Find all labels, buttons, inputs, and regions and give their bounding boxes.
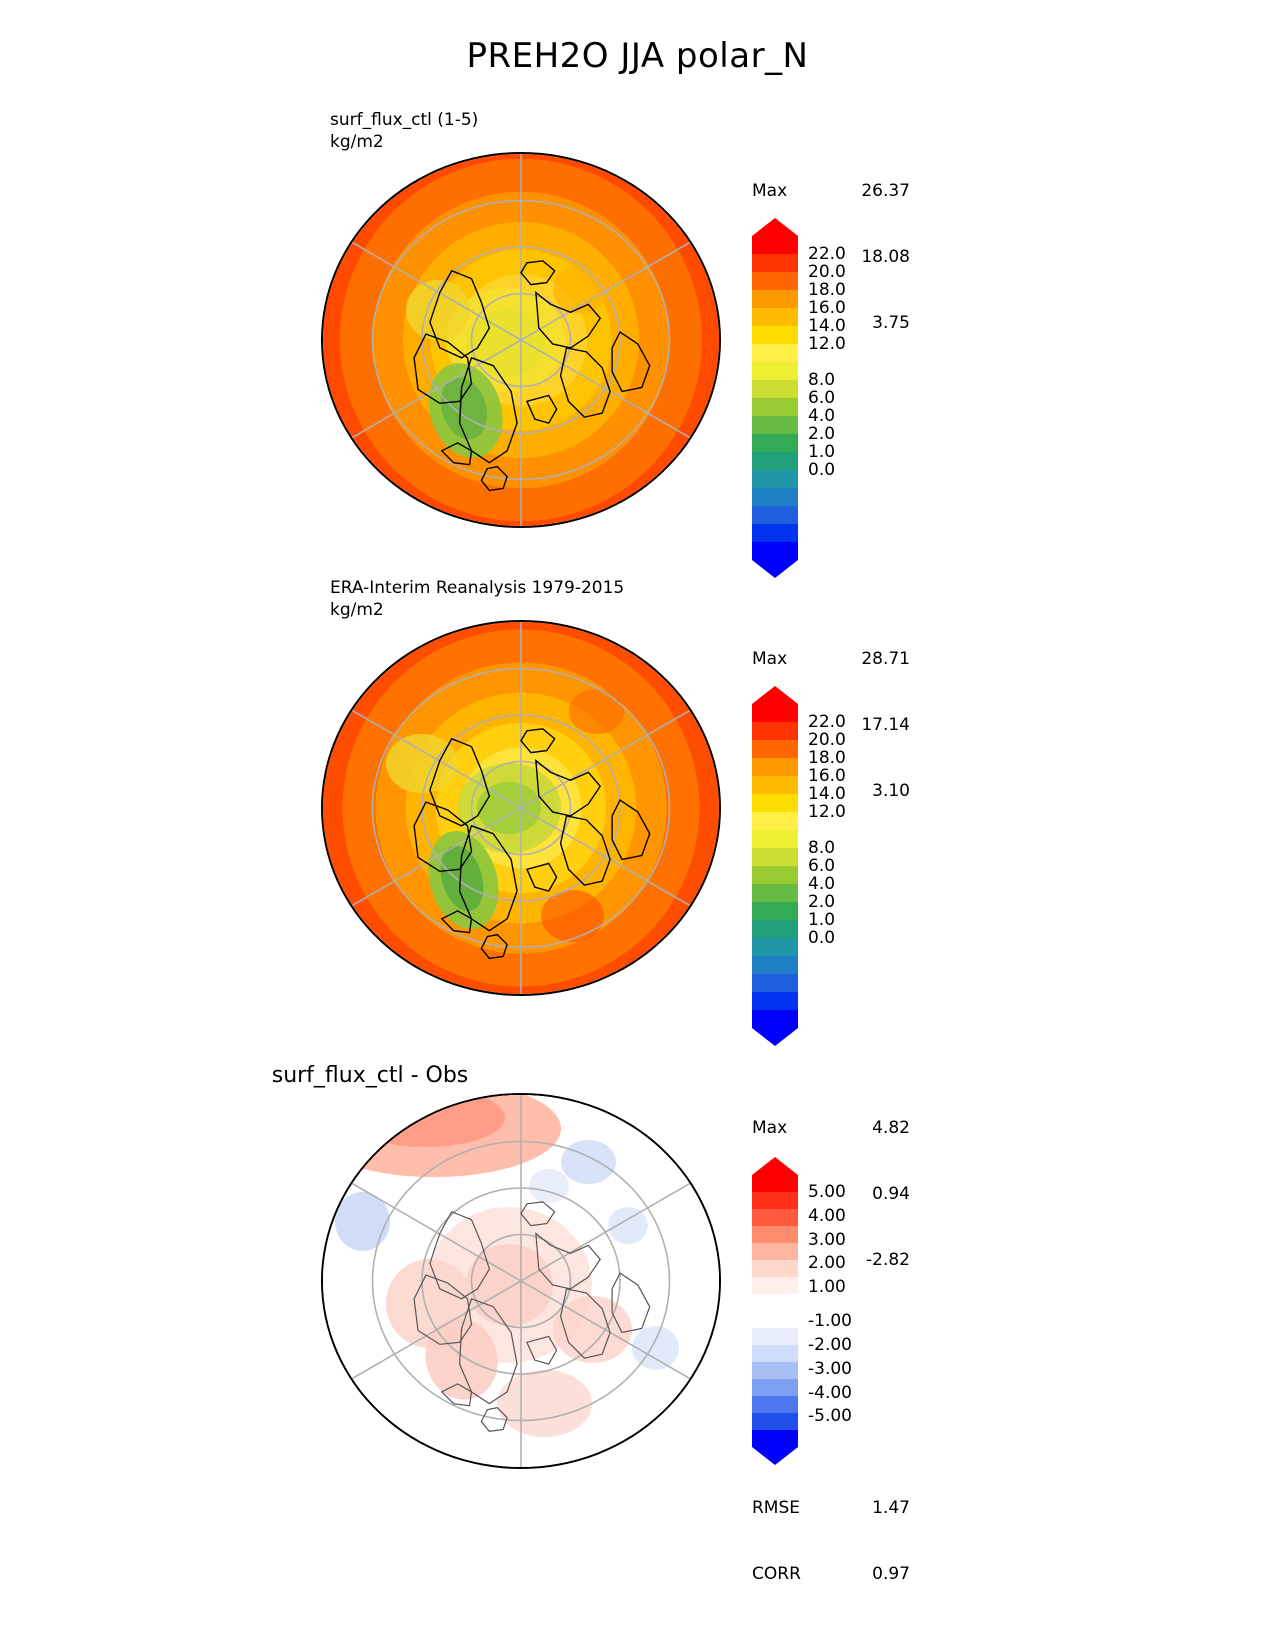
panel-3-title: surf_flux_ctl - Obs xyxy=(271,1063,469,1088)
colorbar-tick: 1.00 xyxy=(808,1277,846,1298)
corr-value: 0.97 xyxy=(872,1564,910,1584)
colorbar-tick: 2.0 xyxy=(808,892,836,912)
panel-difference xyxy=(0,1055,1275,1584)
colorbar-tick: 2.00 xyxy=(808,1253,846,1274)
colorbar-segment xyxy=(752,758,798,776)
colorbar-segment xyxy=(752,902,798,920)
colorbar-segment xyxy=(752,722,798,740)
panel-2-units: kg/m2 xyxy=(330,600,384,620)
colorbar-segment xyxy=(752,1396,798,1413)
colorbar-segment xyxy=(752,1413,798,1430)
min-value: 3.10 xyxy=(872,781,910,801)
colorbar-segment xyxy=(752,1175,798,1192)
colorbar-segment xyxy=(752,866,798,884)
colorbar-segment xyxy=(752,1294,798,1311)
colorbar-tick: 8.0 xyxy=(808,838,836,858)
colorbar-tick: 6.0 xyxy=(808,388,836,408)
colorbar-tick: 5.00 xyxy=(808,1182,846,1202)
colorbar-segment xyxy=(752,1379,798,1396)
colorbar-segment xyxy=(752,956,798,974)
colorbar-segment xyxy=(752,1345,798,1362)
mean-value: 0.94 xyxy=(872,1184,910,1204)
contour-detail-3 xyxy=(323,1095,719,1467)
rmse-value: 1.47 xyxy=(872,1498,910,1518)
colorbar-segment xyxy=(752,344,798,362)
panel-1-title: surf_flux_ctl (1-5) xyxy=(330,110,479,130)
colorbar-tick: 20.0 xyxy=(808,730,846,750)
map-panel-2 xyxy=(313,620,733,996)
panel-1-units: kg/m2 xyxy=(330,132,384,152)
colorbar-segment xyxy=(752,380,798,398)
colorbar-tick: 18.0 xyxy=(808,280,846,300)
colorbar-tick: 4.0 xyxy=(808,406,836,426)
colorbar-tick: -2.00 xyxy=(808,1335,852,1355)
colorbar-segment xyxy=(752,272,798,290)
panel-obs xyxy=(0,568,1275,1038)
colorbar-tick: 0.0 xyxy=(808,460,836,480)
colorbar-segments xyxy=(752,1175,798,1447)
colorbar-panel-1 xyxy=(752,218,846,578)
page-title: PREH2O JJA polar_N xyxy=(466,36,809,76)
colorbar-tick: -1.00 xyxy=(808,1311,852,1332)
colorbar-segment xyxy=(752,308,798,326)
colorbar-segment xyxy=(752,974,798,992)
colorbar-segment xyxy=(752,1430,798,1447)
map-panel-3 xyxy=(313,1093,733,1469)
colorbar-tick: -5.00 xyxy=(808,1406,852,1427)
colorbar-tick: 18.0 xyxy=(808,748,846,768)
colorbar-segment xyxy=(752,470,798,488)
colorbar-tick: 14.0 xyxy=(808,316,846,336)
colorbar-segment xyxy=(752,740,798,758)
colorbar-tick: 4.00 xyxy=(808,1205,846,1226)
colorbar-segment xyxy=(752,776,798,794)
colorbar-segment xyxy=(752,1277,798,1294)
colorbar-tick: 22.0 xyxy=(808,244,846,264)
max-label: Max xyxy=(752,1118,788,1138)
mean-value: 17.14 xyxy=(861,715,910,735)
max-label: Max xyxy=(752,181,788,201)
panel-model xyxy=(0,100,1275,570)
colorbar-segment xyxy=(752,524,798,542)
colorbar-tick: 8.0 xyxy=(808,370,836,390)
colorbar-segment xyxy=(752,1362,798,1379)
panel-2-title: ERA-Interim Reanalysis 1979-2015 xyxy=(330,578,625,598)
colorbar-segment xyxy=(752,704,798,722)
colorbar-tick: 20.0 xyxy=(808,262,846,282)
colorbar-segment xyxy=(752,290,798,308)
colorbar-segment xyxy=(752,1209,798,1226)
colorbar-tick: 12.0 xyxy=(808,334,846,354)
colorbar-segment xyxy=(752,1192,798,1209)
colorbar-tick: 16.0 xyxy=(808,298,846,318)
colorbar-tick: 4.0 xyxy=(808,874,836,894)
colorbar-extend-top xyxy=(752,686,798,704)
colorbar-segment xyxy=(752,1226,798,1243)
colorbar-segment xyxy=(752,1311,798,1328)
corr-label: CORR xyxy=(752,1564,801,1584)
colorbar-segment xyxy=(752,812,798,830)
colorbar-segment xyxy=(752,1260,798,1277)
colorbar-tick: 1.0 xyxy=(808,442,836,462)
max-value: 26.37 xyxy=(861,181,910,201)
colorbar-segment xyxy=(752,452,798,470)
colorbar-tick: 1.0 xyxy=(808,910,836,930)
skill-scores xyxy=(752,1453,910,1629)
colorbar-tick: 6.0 xyxy=(808,856,836,876)
polar-disc-2 xyxy=(321,620,721,996)
colorbar-extend-top xyxy=(752,1157,798,1175)
colorbar-segment xyxy=(752,488,798,506)
contour-detail-2 xyxy=(323,622,719,994)
colorbar-segment xyxy=(752,1010,798,1028)
polar-disc-3 xyxy=(321,1093,721,1469)
colorbar-extend-top xyxy=(752,218,798,236)
colorbar-segment xyxy=(752,794,798,812)
colorbar-segment xyxy=(752,236,798,254)
max-value: 4.82 xyxy=(872,1118,910,1138)
colorbar-tick: 12.0 xyxy=(808,802,846,822)
colorbar-segment xyxy=(752,830,798,848)
colorbar-tick: -3.00 xyxy=(808,1358,852,1379)
colorbar-tick: 16.0 xyxy=(808,766,846,786)
max-value: 28.71 xyxy=(861,649,910,669)
colorbar-segment xyxy=(752,848,798,866)
colorbar-segment xyxy=(752,434,798,452)
colorbar-segment xyxy=(752,254,798,272)
colorbar-segment xyxy=(752,1243,798,1260)
colorbar-segment xyxy=(752,1328,798,1345)
colorbar-tick: 0.0 xyxy=(808,928,836,948)
max-label: Max xyxy=(752,649,788,669)
colorbar-tick: -4.00 xyxy=(808,1382,852,1403)
colorbar-segment xyxy=(752,992,798,1010)
colorbar-tick: 14.0 xyxy=(808,784,846,804)
colorbar-segment xyxy=(752,938,798,956)
colorbar-tick: 22.0 xyxy=(808,712,846,732)
contour-detail-1 xyxy=(323,154,719,526)
colorbar-segment xyxy=(752,920,798,938)
colorbar-segment xyxy=(752,326,798,344)
colorbar-segments xyxy=(752,704,798,1028)
colorbar-panel-3 xyxy=(752,1157,852,1465)
polar-disc-1 xyxy=(321,152,721,528)
colorbar-extend-bottom xyxy=(752,1028,798,1046)
map-panel-1 xyxy=(313,152,733,528)
colorbar-segment xyxy=(752,542,798,560)
colorbar-segment xyxy=(752,398,798,416)
mean-value: 18.08 xyxy=(861,247,910,267)
colorbar-tick: 2.0 xyxy=(808,424,836,444)
colorbar-panel-2 xyxy=(752,686,846,1046)
min-value: -2.82 xyxy=(866,1250,910,1270)
colorbar-tick: 3.00 xyxy=(808,1229,846,1250)
colorbar-segment xyxy=(752,416,798,434)
colorbar-segment xyxy=(752,884,798,902)
rmse-label: RMSE xyxy=(752,1498,801,1518)
colorbar-segment xyxy=(752,362,798,380)
colorbar-segment xyxy=(752,506,798,524)
min-value: 3.75 xyxy=(872,313,910,333)
colorbar-segments xyxy=(752,236,798,560)
